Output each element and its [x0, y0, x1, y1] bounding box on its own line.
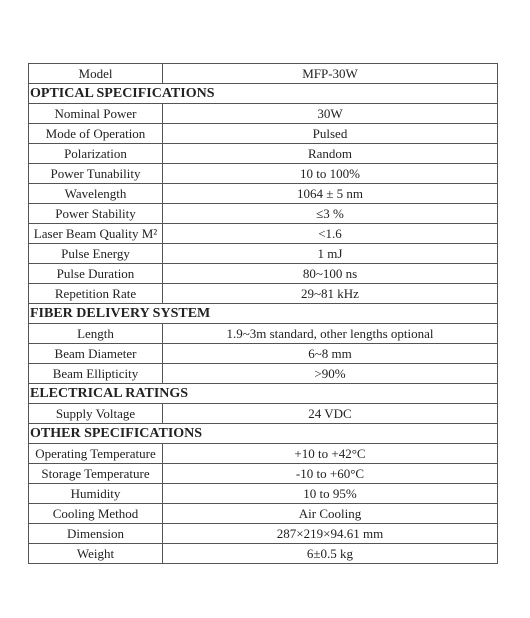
section-header-electrical-ratings — [29, 384, 498, 404]
spec-label: Beam Diameter — [29, 344, 163, 364]
spec-label: Beam Ellipticity — [29, 364, 163, 384]
spec-label: Laser Beam Quality M² — [29, 224, 163, 244]
spec-value: 24 VDC — [163, 404, 498, 424]
spec-value: 1.9~3m standard, other lengths optional — [163, 324, 498, 344]
section-title: ELECTRICAL RATINGS — [29, 384, 498, 404]
table-row — [29, 444, 498, 464]
spec-label: Supply Voltage — [29, 404, 163, 424]
section-title: OTHER SPECIFICATIONS — [29, 424, 498, 444]
table-row — [29, 104, 498, 124]
table-row — [29, 504, 498, 524]
spec-label: Pulse Duration — [29, 264, 163, 284]
section-header-fiber-delivery-system — [29, 304, 498, 324]
table-row — [29, 484, 498, 504]
spec-value: 10 to 95% — [163, 484, 498, 504]
section-title: FIBER DELIVERY SYSTEM — [29, 304, 498, 324]
table-row — [29, 144, 498, 164]
spec-label: Pulse Energy — [29, 244, 163, 264]
spec-value: +10 to +42°C — [163, 444, 498, 464]
section-header-optical-specifications — [29, 84, 498, 104]
spec-value: 1 mJ — [163, 244, 498, 264]
table-row — [29, 264, 498, 284]
specifications-table — [28, 63, 498, 564]
spec-label: Nominal Power — [29, 104, 163, 124]
spec-value: 6~8 mm — [163, 344, 498, 364]
spec-value: ≤3 % — [163, 204, 498, 224]
table-row — [29, 204, 498, 224]
spec-label: Storage Temperature — [29, 464, 163, 484]
spec-label: Dimension — [29, 524, 163, 544]
table-row — [29, 224, 498, 244]
spec-value: Pulsed — [163, 124, 498, 144]
section-title: OPTICAL SPECIFICATIONS — [29, 84, 498, 104]
spec-label: Humidity — [29, 484, 163, 504]
model-label: Model — [29, 64, 163, 84]
spec-label: Repetition Rate — [29, 284, 163, 304]
table-row — [29, 184, 498, 204]
spec-label: Cooling Method — [29, 504, 163, 524]
spec-value: <1.6 — [163, 224, 498, 244]
spec-value: Random — [163, 144, 498, 164]
table-row — [29, 364, 498, 384]
spec-label: Power Stability — [29, 204, 163, 224]
table-row — [29, 524, 498, 544]
specifications-table-body — [29, 64, 498, 564]
table-row — [29, 124, 498, 144]
spec-label: Operating Temperature — [29, 444, 163, 464]
spec-value: -10 to +60°C — [163, 464, 498, 484]
spec-label: Wavelength — [29, 184, 163, 204]
table-row — [29, 404, 498, 424]
table-row — [29, 324, 498, 344]
spec-value: 80~100 ns — [163, 264, 498, 284]
spec-value: 1064 ± 5 nm — [163, 184, 498, 204]
table-row — [29, 244, 498, 264]
spec-label: Weight — [29, 544, 163, 564]
table-row — [29, 544, 498, 564]
spec-value: 29~81 kHz — [163, 284, 498, 304]
spec-value: 30W — [163, 104, 498, 124]
section-header-other-specifications — [29, 424, 498, 444]
model-value: MFP-30W — [163, 64, 498, 84]
table-row — [29, 164, 498, 184]
table-row — [29, 284, 498, 304]
spec-value: 287×219×94.61 mm — [163, 524, 498, 544]
spec-label: Polarization — [29, 144, 163, 164]
table-row — [29, 464, 498, 484]
model-row — [29, 64, 498, 84]
spec-value: Air Cooling — [163, 504, 498, 524]
spec-label: Power Tunability — [29, 164, 163, 184]
spec-value: >90% — [163, 364, 498, 384]
spec-label: Length — [29, 324, 163, 344]
spec-value: 10 to 100% — [163, 164, 498, 184]
table-row — [29, 344, 498, 364]
spec-value: 6±0.5 kg — [163, 544, 498, 564]
spec-label: Mode of Operation — [29, 124, 163, 144]
